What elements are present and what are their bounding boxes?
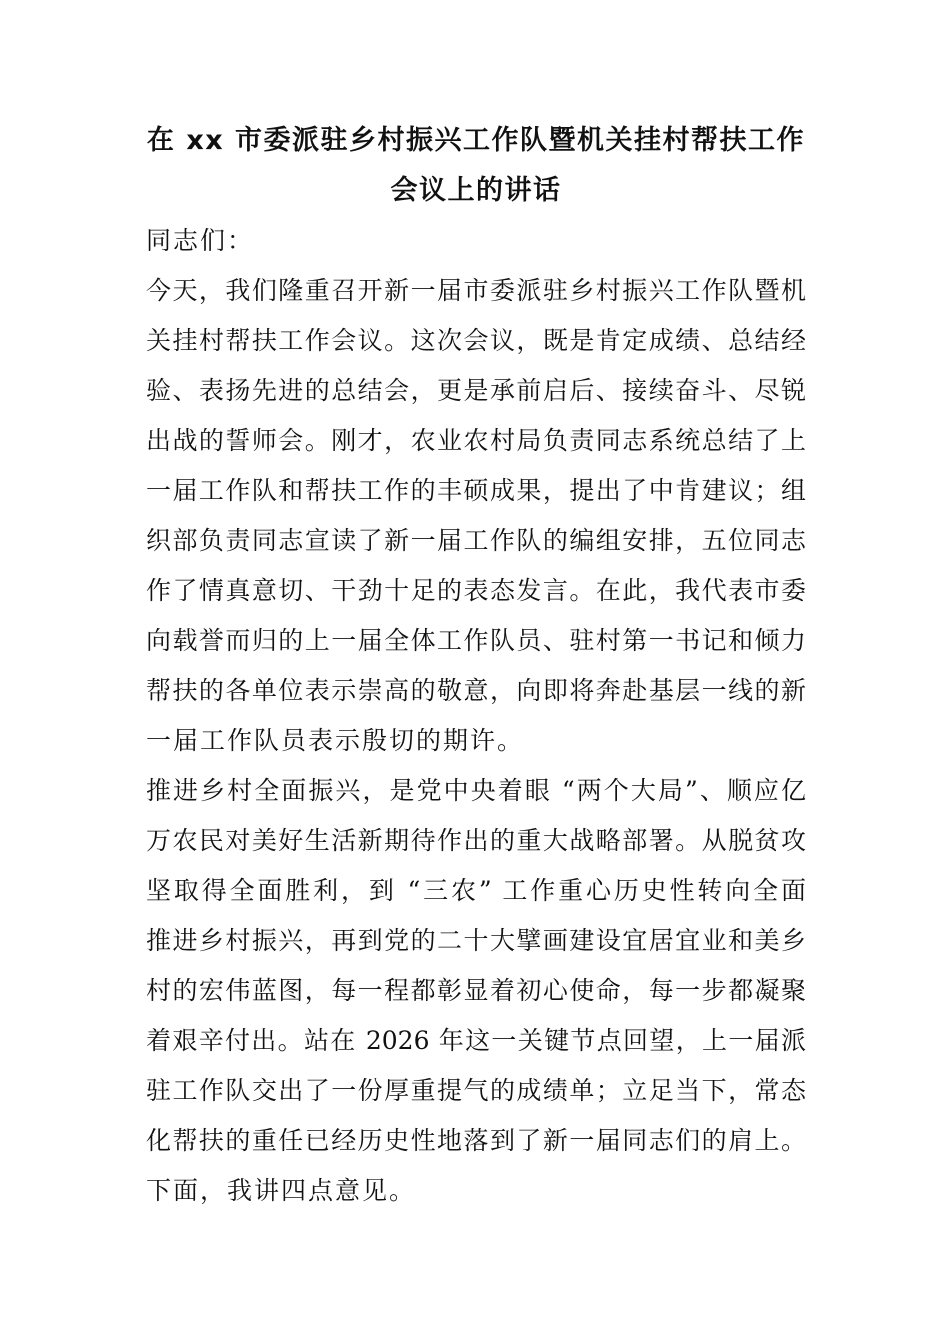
body-line: 坚取得全面胜利，到 “三农” 工作重心历史性转向全面 <box>146 876 806 905</box>
body-line: 一届工作队员表示殷切的期许。 <box>146 726 525 755</box>
body-line: 万农民对美好生活新期待作出的重大战略部署。从脱贫攻 <box>146 826 806 855</box>
body-line: 帮扶的各单位表示崇高的敬意，向即将奔赴基层一线的新 <box>146 676 806 705</box>
document-title-line-2: 会议上的讲话 <box>390 175 562 206</box>
document-title-line-1: 在 xx 市委派驻乡村振兴工作队暨机关挂村帮扶工作 <box>146 125 806 156</box>
body-line: 化帮扶的重任已经历史性地落到了新一届同志们的肩上。 <box>146 1126 806 1155</box>
body-line: 验、表扬先进的总结会，更是承前启后、接续奋斗、尽锐 <box>146 376 806 405</box>
body-line: 推进乡村振兴，再到党的二十大擘画建设宜居宜业和美乡 <box>146 926 806 955</box>
body-line: 村的宏伟蓝图，每一程都彰显着初心使命，每一步都凝聚 <box>146 976 806 1005</box>
body-line: 推进乡村全面振兴，是党中央着眼 “两个大局”、顺应亿 <box>146 776 806 805</box>
body-line: 织部负责同志宣读了新一届工作队的编组安排，五位同志 <box>146 526 806 555</box>
body-line: 关挂村帮扶工作会议。这次会议，既是肯定成绩、总结经 <box>146 326 806 355</box>
body-line: 驻工作队交出了一份厚重提气的成绩单；立足当下，常态 <box>146 1076 806 1105</box>
body-line: 出战的誓师会。刚才，农业农村局负责同志系统总结了上 <box>146 426 806 455</box>
body-line: 作了情真意切、干劲十足的表态发言。在此，我代表市委 <box>146 576 806 605</box>
body-line: 向载誉而归的上一届全体工作队员、驻村第一书记和倾力 <box>146 626 806 655</box>
body-line: 下面，我讲四点意见。 <box>146 1176 417 1205</box>
body-line: 今天，我们隆重召开新一届市委派驻乡村振兴工作队暨机 <box>146 276 806 305</box>
body-line: 一届工作队和帮扶工作的丰硕成果，提出了中肯建议；组 <box>146 476 806 505</box>
salutation: 同志们： <box>146 226 255 255</box>
body-line: 着艰辛付出。站在 2026 年这一关键节点回望，上一届派 <box>146 1026 806 1055</box>
